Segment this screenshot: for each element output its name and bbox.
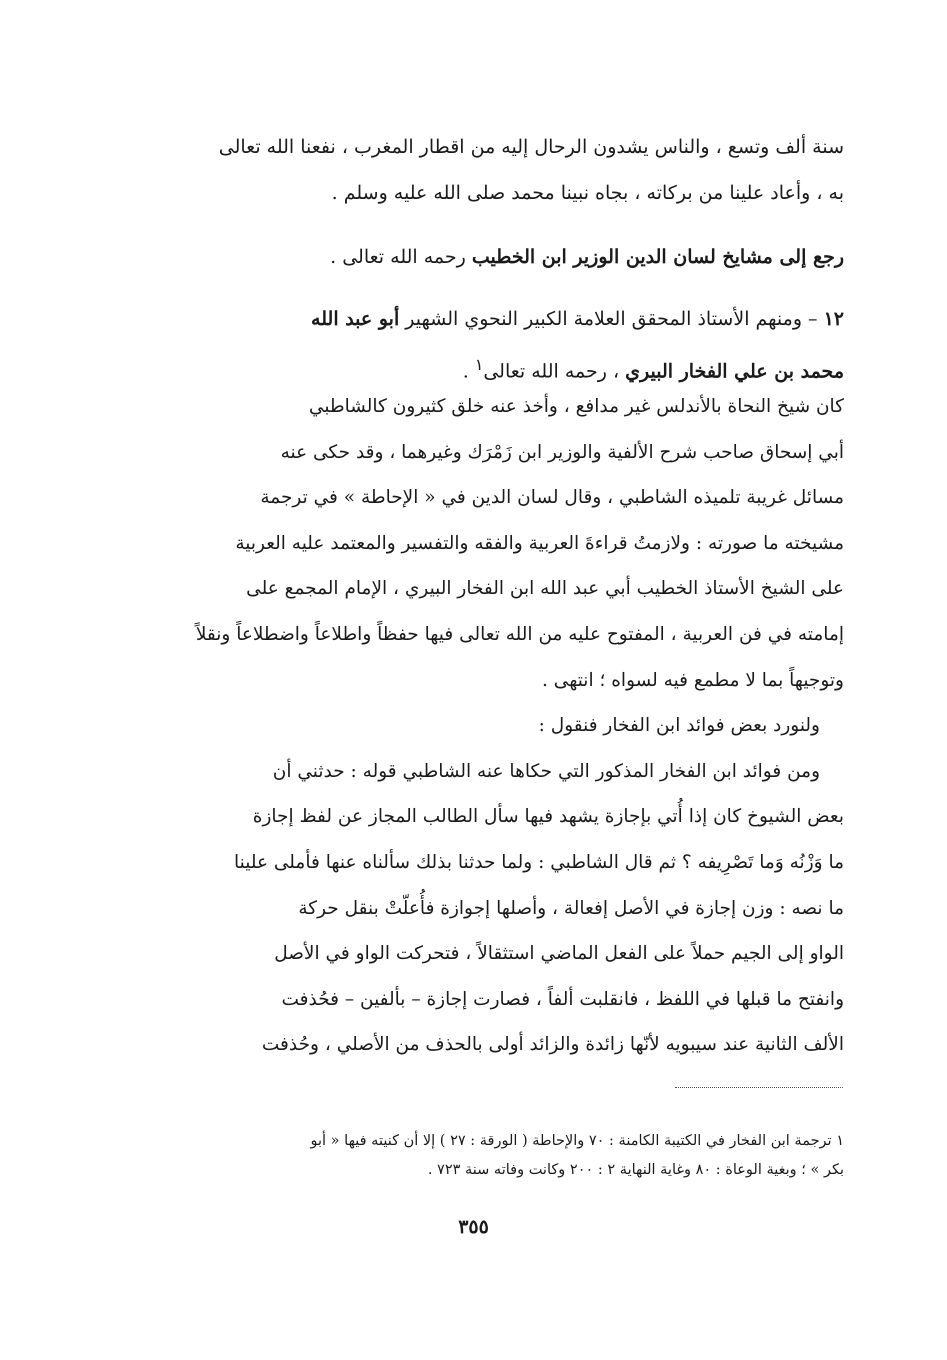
text-line: وانفتح ما قبلها في اللفظ ، فانقلبت ألفاً ، فصارت إجازة – بألفين – فحُذفت: [281, 988, 844, 1010]
text-line: أبي إسحاق صاحب شرح الألفية والوزير ابن زَمْرَك وغيرهما ، وقد حكى عنه: [280, 441, 844, 463]
page-number: ٣٥٥: [458, 1216, 489, 1238]
text-line: سنة ألف وتسع ، والناس يشدون الرحال إليه من اقطار المغرب ، نفعنا الله تعالى: [218, 136, 844, 158]
text-line: الألف الثانية عند سيبويه لأنّها زائدة والزائد أولى بالحذف من الأصلي ، وحُذفت: [261, 1034, 844, 1056]
footnote-line: ١ ترجمة ابن الفخار في الكتيبة الكامنة : ٧٠ والإحاطة ( الورقة : ٢٧ ) إلا أن كنيته فيها « أبو: [310, 1133, 844, 1149]
paragraph-continuation: [138, 124, 844, 216]
body-text: [138, 384, 844, 1068]
footnote-marker: ١: [474, 355, 484, 374]
heading-line: [138, 234, 844, 280]
text-line: به ، وأعاد علينا من بركاته ، بجاه نبينا محمد صلى الله عليه وسلم .: [331, 182, 844, 204]
text-line: مسائل غريبة تلميذه الشاطبي ، وقال لسان الدين في « الإحاطة » في ترجمة: [260, 487, 844, 509]
text-line: الواو إلى الجيم حملاً على الفعل الماضي استثقالاً ، فتحركت الواو في الأصل: [274, 943, 844, 965]
entry-line-1: [138, 296, 844, 342]
footnote-line: بكر » ؛ وبغية الوعاة : ٨٠ وغاية النهاية ٢ : ٢٠٠ وكانت وفاته سنة ٧٢٣ .: [427, 1162, 844, 1178]
text-line: ما وَزْنُه وَما تَصْرِيفه ؟ ثم قال الشاطبي : ولما حدثنا بذلك سألناه عنها فأملى علينا: [234, 851, 844, 873]
text-line: مشيخته ما صورته : ولازمتُ قراءةَ العربية والفقه والتفسير والمعتمد عليه العربية: [235, 532, 844, 554]
footnote: [180, 1127, 844, 1185]
heading-normal-text: رحمه الله تعالى .: [330, 246, 472, 268]
footnote-separator: [675, 1087, 843, 1088]
entry-heading: [138, 296, 844, 394]
text-line: إمامته في فن العربية ، المفتوح عليه من الله تعالى فيها حفظاً واطلاعاً واضطلاعاً ونقلاً: [195, 623, 844, 645]
text-line: بعض الشيوخ كان إذا أُتي بإجازة يشهد فيها سأل الطالب المجاز عن لفظ إجازة: [252, 806, 844, 828]
text-line: على الشيخ الأستاذ الخطيب أبي عبد الله ابن الفخار البيري ، الإمام المجمع على: [246, 578, 844, 600]
entry-intro-text: – ومنهم الأستاذ المحقق العلامة الكبير النحوي الشهير: [399, 308, 824, 330]
text-line: كان شيخ النحاة بالأندلس غير مدافع ، وأخذ عنه خلق كثيرون كالشاطبي: [308, 396, 844, 417]
entry-trail-text: ، رحمه الله تعالى: [483, 360, 626, 383]
text-line: وتوجيهاً بما لا مطمع فيه لسواه ؛ انتهى .: [542, 669, 844, 691]
entry-number: ١٢: [823, 308, 844, 330]
entry-name-part-2: محمد بن علي الفخار البيري: [625, 360, 844, 383]
entry-end-text: .: [462, 360, 475, 383]
entry-name-part-1: أبو عبد الله: [311, 308, 400, 330]
text-line: ما نصه : وزن إجازة في الأصل إفعالة ، وأصلها إجوازة فأُعلّتْ بنقل حركة: [298, 897, 844, 919]
heading-bold-text: رجع إلى مشايخ لسان الدين الوزير ابن الخطيب: [471, 246, 844, 268]
section-heading: [138, 234, 844, 280]
text-line: ولنورد بعض فوائد ابن الفخار فنقول :: [538, 715, 820, 737]
text-line: ومن فوائد ابن الفخار المذكور التي حكاها عنه الشاطبي قوله : حدثني أن: [272, 760, 820, 782]
